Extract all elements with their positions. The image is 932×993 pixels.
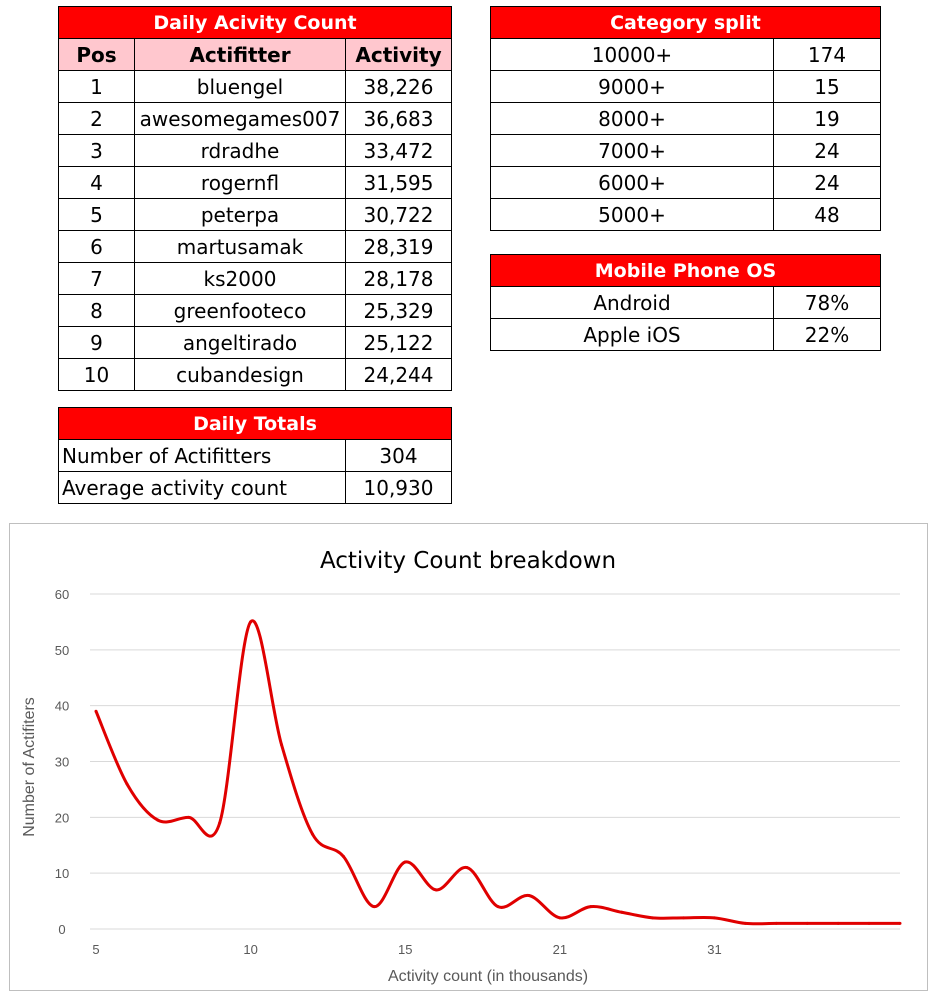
daily-activity-row-cell: 6 xyxy=(59,231,135,263)
category-split-row-cell: 5000+ xyxy=(491,199,774,231)
category-split-title: Category split xyxy=(491,7,881,39)
mobile-os-row-cell: Android xyxy=(491,287,774,319)
daily-activity-row-cell: 30,722 xyxy=(346,199,452,231)
category-split-row-cell: 9000+ xyxy=(491,71,774,103)
daily-activity-row xyxy=(59,199,452,231)
daily-activity-row-cell: angeltirado xyxy=(135,327,346,359)
y-axis-title: Number of Actifiters xyxy=(21,697,38,837)
mobile-os-row-cell: 22% xyxy=(774,319,881,351)
x-tick-label: 21 xyxy=(552,942,568,957)
category-split-row xyxy=(491,167,881,199)
daily-activity-row-cell: 8 xyxy=(59,295,135,327)
category-split-row-cell: 48 xyxy=(774,199,881,231)
category-split-row xyxy=(491,199,881,231)
mobile-os-row-cell: 78% xyxy=(774,287,881,319)
gridlines xyxy=(90,594,900,929)
daily-activity-row xyxy=(59,359,452,391)
x-axis-title: Activity count (in thousands) xyxy=(387,968,589,985)
daily-activity-row-cell: 2 xyxy=(59,103,135,135)
activity-chart-svg xyxy=(10,524,927,990)
daily-activity-row-cell: 4 xyxy=(59,167,135,199)
data-point xyxy=(95,710,98,713)
data-point xyxy=(837,922,840,925)
column-header-activity: Activity xyxy=(346,39,452,71)
daily-totals-row xyxy=(59,472,452,504)
data-point xyxy=(620,911,623,914)
daily-totals-row-cell: Number of Actifitters xyxy=(59,440,346,472)
daily-activity-row-cell: peterpa xyxy=(135,199,346,231)
y-tick-label: 30 xyxy=(54,754,70,770)
daily-activity-row-cell: greenfooteco xyxy=(135,295,346,327)
daily-activity-row-cell: 5 xyxy=(59,199,135,231)
y-tick-label: 50 xyxy=(54,642,70,658)
daily-activity-row-cell: 1 xyxy=(59,71,135,103)
daily-activity-row-cell: 3 xyxy=(59,135,135,167)
category-split-row-cell: 15 xyxy=(774,71,881,103)
category-split-row-cell: 174 xyxy=(774,39,881,71)
mobile-os-title: Mobile Phone OS xyxy=(491,255,881,287)
data-point xyxy=(311,833,314,836)
daily-activity-row xyxy=(59,103,452,135)
category-split-row-cell: 6000+ xyxy=(491,167,774,199)
y-tick-label: 10 xyxy=(54,866,70,882)
daily-activity-row-cell: bluengel xyxy=(135,71,346,103)
data-point xyxy=(466,866,469,869)
data-point xyxy=(775,922,778,925)
data-point xyxy=(497,905,500,908)
category-split-table xyxy=(490,6,881,231)
daily-activity-row xyxy=(59,327,452,359)
data-point xyxy=(806,922,809,925)
daily-activity-row-cell: 10 xyxy=(59,359,135,391)
daily-activity-row-cell: 36,683 xyxy=(346,103,452,135)
data-point xyxy=(527,894,530,897)
x-axis-ticks xyxy=(92,942,721,957)
daily-activity-row xyxy=(59,263,452,295)
column-header-actifitter: Actifitter xyxy=(135,39,346,71)
y-tick-label: 20 xyxy=(54,810,70,826)
category-split-body xyxy=(491,39,881,231)
daily-activity-row xyxy=(59,231,452,263)
daily-activity-row-cell: cubandesign xyxy=(135,359,346,391)
data-point xyxy=(899,922,902,925)
y-tick-label: 0 xyxy=(58,922,66,937)
category-split-row-cell: 24 xyxy=(774,167,881,199)
data-point xyxy=(404,861,407,864)
daily-activity-row xyxy=(59,71,452,103)
data-point xyxy=(373,905,376,908)
data-point xyxy=(713,916,716,919)
y-tick-label: 40 xyxy=(54,698,70,714)
data-point xyxy=(218,821,221,824)
daily-activity-row-cell: awesomegames007 xyxy=(135,103,346,135)
daily-totals-row xyxy=(59,440,452,472)
data-point xyxy=(651,916,654,919)
daily-totals-row-cell: 304 xyxy=(346,440,452,472)
y-tick-label: 60 xyxy=(54,587,70,602)
daily-activity-row-cell: martusamak xyxy=(135,231,346,263)
data-point xyxy=(558,916,561,919)
x-tick-label: 10 xyxy=(243,942,258,957)
daily-activity-row-cell: rdradhe xyxy=(135,135,346,167)
mobile-os-row-cell: Apple iOS xyxy=(491,319,774,351)
mobile-os-body xyxy=(491,287,881,351)
daily-activity-row-cell: 38,226 xyxy=(346,71,452,103)
daily-activity-table xyxy=(58,6,452,391)
series-line xyxy=(96,621,900,924)
daily-totals-body xyxy=(59,440,452,504)
daily-activity-row-cell: 9 xyxy=(59,327,135,359)
activity-chart xyxy=(9,523,928,991)
mobile-os-row xyxy=(491,319,881,351)
daily-totals-table xyxy=(58,407,452,504)
series-layer xyxy=(95,620,902,924)
data-point xyxy=(125,782,128,785)
data-point xyxy=(868,922,871,925)
x-tick-label: 31 xyxy=(707,942,722,957)
category-split-row-cell: 19 xyxy=(774,103,881,135)
daily-activity-row-cell: ks2000 xyxy=(135,263,346,295)
daily-activity-row-cell: 25,329 xyxy=(346,295,452,327)
data-point xyxy=(744,922,747,925)
category-split-row xyxy=(491,39,881,71)
data-point xyxy=(435,888,438,891)
data-point xyxy=(682,916,685,919)
y-axis-ticks xyxy=(55,587,69,937)
daily-activity-row-cell: 28,178 xyxy=(346,263,452,295)
category-split-row xyxy=(491,71,881,103)
daily-activity-row xyxy=(59,167,452,199)
category-split-row-cell: 10000+ xyxy=(491,39,774,71)
daily-activity-body xyxy=(59,71,452,391)
data-point xyxy=(156,819,159,822)
category-split-row-cell: 24 xyxy=(774,135,881,167)
daily-totals-title: Daily Totals xyxy=(59,408,452,440)
x-tick-label: 15 xyxy=(397,942,413,957)
daily-activity-title: Daily Acivity Count xyxy=(59,7,452,39)
category-split-row-cell: 8000+ xyxy=(491,103,774,135)
data-point xyxy=(249,620,252,623)
daily-activity-row-cell: 28,319 xyxy=(346,231,452,263)
daily-activity-row-cell: rogernfl xyxy=(135,167,346,199)
daily-activity-row-cell: 24,244 xyxy=(346,359,452,391)
mobile-os-table xyxy=(490,254,881,351)
data-point xyxy=(187,816,190,819)
column-header-pos: Pos xyxy=(59,39,135,71)
daily-activity-row xyxy=(59,295,452,327)
daily-totals-row-cell: Average activity count xyxy=(59,472,346,504)
data-point xyxy=(342,855,345,858)
mobile-os-row xyxy=(491,287,881,319)
daily-activity-row-cell: 31,595 xyxy=(346,167,452,199)
daily-totals-row-cell: 10,930 xyxy=(346,472,452,504)
x-tick-label: 5 xyxy=(92,942,100,957)
category-split-row-cell: 7000+ xyxy=(491,135,774,167)
category-split-row xyxy=(491,103,881,135)
chart-title: Activity Count breakdown xyxy=(319,548,617,574)
daily-activity-row-cell: 33,472 xyxy=(346,135,452,167)
data-point xyxy=(280,743,283,746)
daily-activity-row xyxy=(59,135,452,167)
daily-activity-row-cell: 7 xyxy=(59,263,135,295)
category-split-row xyxy=(491,135,881,167)
data-point xyxy=(589,905,592,908)
daily-activity-row-cell: 25,122 xyxy=(346,327,452,359)
